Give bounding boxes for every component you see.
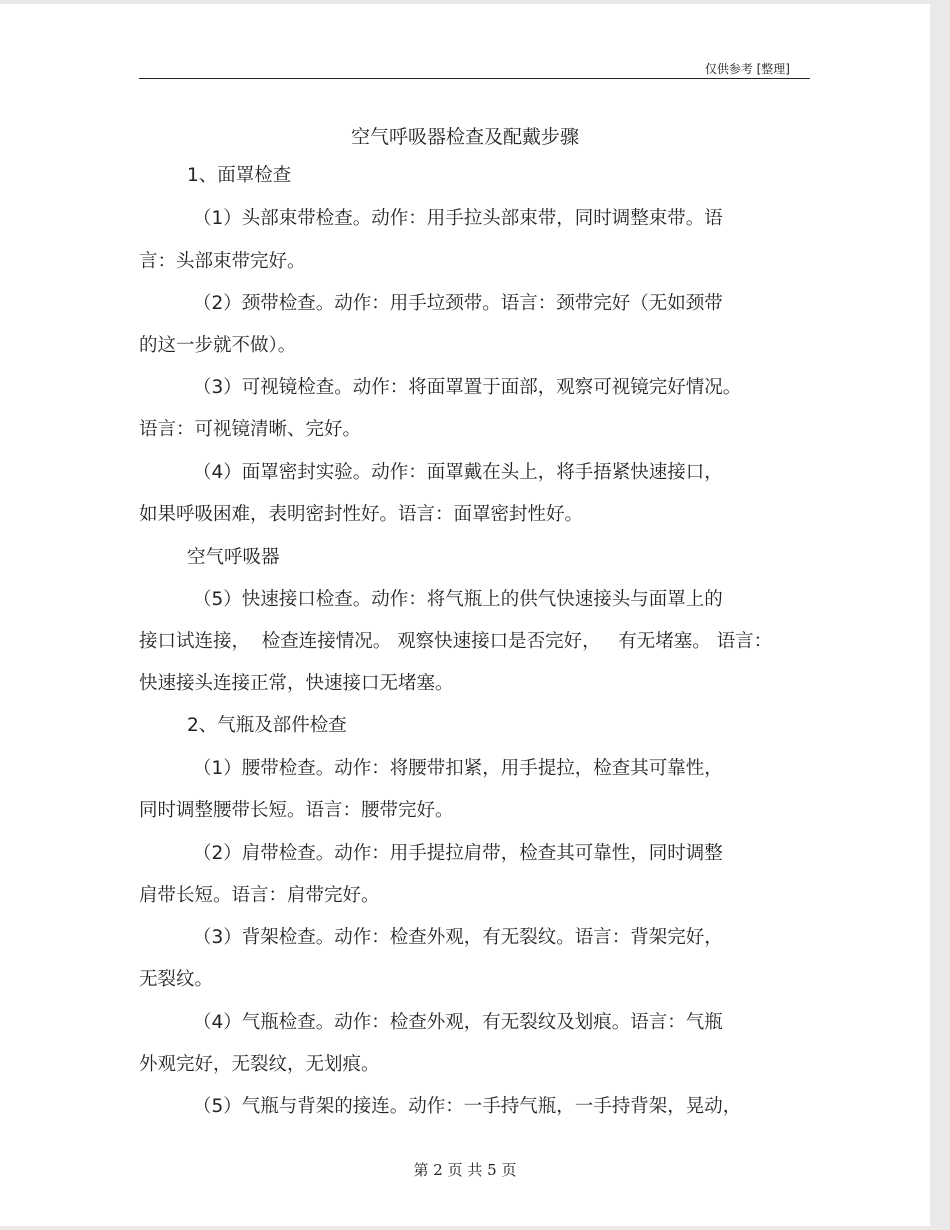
paragraph-line: 言：头部束带完好。 — [139, 251, 306, 272]
paragraph-line: （1）头部束带检查。动作：用手拉头部束带，同时调整束带。语 — [193, 208, 723, 229]
paragraph-line: （2）颈带检查。动作：用手垃颈带。语言：颈带完好（无如颈带 — [193, 293, 723, 314]
paragraph-line: 无裂纹。 — [139, 969, 214, 990]
section-heading: 1、面罩检查 — [187, 165, 292, 186]
paragraph-line: 外观完好，无裂纹，无划痕。 — [139, 1054, 380, 1075]
subsection-heading: 空气呼吸器 — [187, 547, 280, 568]
paragraph-line: （1）腰带检查。动作：将腰带扣紧，用手提拉，检查其可靠性， — [193, 758, 723, 779]
paragraph-line: 肩带长短。语言：肩带完好。 — [139, 885, 380, 906]
paragraph-line: 如果呼吸困难，表明密封性好。语言：面罩密封性好。 — [139, 504, 584, 525]
header-rule — [139, 78, 810, 79]
paragraph-line: 接口试连接， 检查连接情况。 观察快速接口是否完好， 有无堵塞。 语言： — [139, 631, 773, 652]
paragraph-line: （5）气瓶与背架的接连。动作：一手持气瓶，一手持背架，晃动， — [193, 1096, 742, 1117]
paragraph-line: （4）面罩密封实验。动作：面罩戴在头上，将手捂紧快速接口， — [193, 462, 723, 483]
section-heading: 2、气瓶及部件检查 — [187, 715, 347, 736]
paragraph-line: 的这一步就不做）。 — [139, 335, 297, 356]
page-number-footer: 第 2 页 共 5 页 — [413, 1161, 517, 1179]
header-note: 仅供参考 [整理] — [704, 62, 790, 76]
document-title: 空气呼吸器检查及配戴步骤 — [350, 126, 579, 148]
paragraph-line: （4）气瓶检查。动作：检查外观，有无裂纹及划痕。语言：气瓶 — [193, 1012, 723, 1033]
paragraph-line: （3）背架检查。动作：检查外观，有无裂纹。语言：背架完好， — [193, 927, 723, 948]
document-page — [0, 4, 930, 1226]
paragraph-line: 同时调整腰带长短。语言：腰带完好。 — [139, 800, 454, 821]
paragraph-line: （2）肩带检查。动作：用手提拉肩带，检查其可靠性，同时调整 — [193, 843, 723, 864]
paragraph-line: 语言：可视镜清晰、完好。 — [139, 419, 362, 440]
paragraph-line: （5）快速接口检查。动作：将气瓶上的供气快速接头与面罩上的 — [193, 589, 723, 610]
paragraph-line: （3）可视镜检查。动作：将面罩置于面部，观察可视镜完好情况。 — [193, 377, 742, 398]
paragraph-line: 快速接头连接正常，快速接口无堵塞。 — [139, 673, 454, 694]
